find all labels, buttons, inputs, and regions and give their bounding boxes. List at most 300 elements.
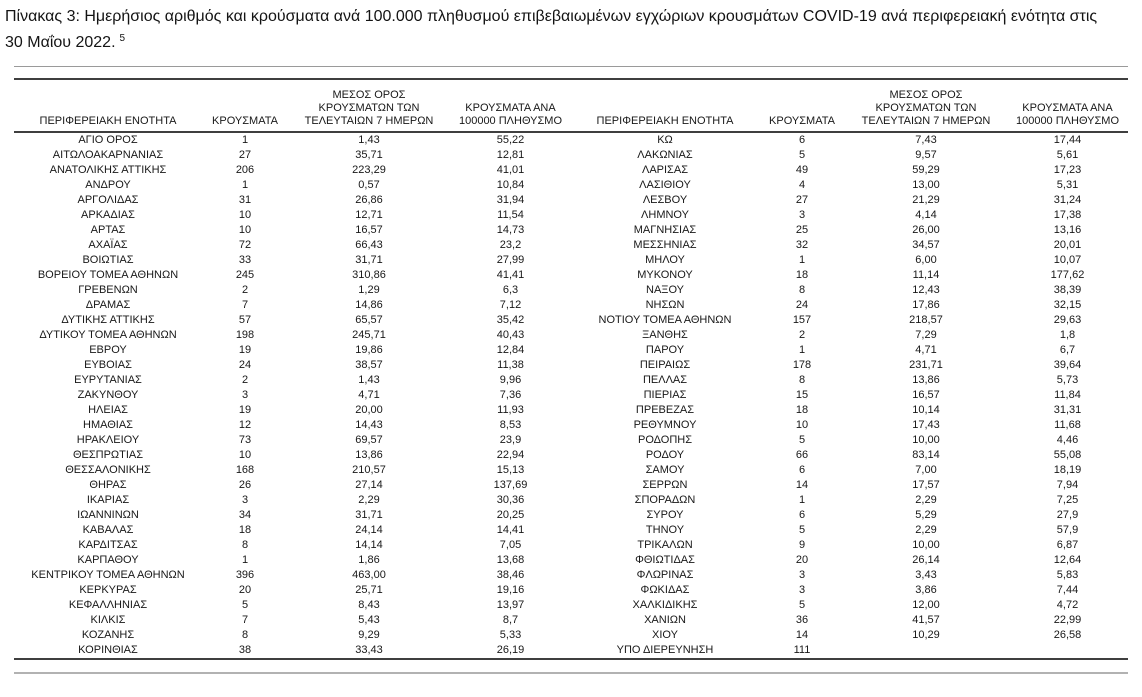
right-cases-cell: 6 [798,464,806,476]
left-per100k-cell: 31,94 [496,194,525,206]
left-region-cell: ΚΑΒΑΛΑΣ [82,524,134,536]
left-region-cell: ΑΝΔΡΟΥ [85,179,131,191]
left-region-cell: ΚΕΡΚΥΡΑΣ [79,584,137,596]
left-per100k-header: ΚΡΟΥΣΜΑΤΑ ΑΝΑ 100000 ΠΛΗΘΥΣΜΟ [450,79,571,132]
left-cases-cell: 24 [238,359,252,371]
left-avg7-cell: 69,57 [355,434,383,446]
table-row [14,433,1128,448]
right-region-cell: ΣΑΜΟΥ [645,464,685,476]
left-per100k-cell: 10,84 [496,179,525,191]
table-row [14,343,1128,358]
right-region-cell: ΠΙΕΡΙΑΣ [643,389,687,401]
table-caption-text: Πίνακας 3: Ημερήσιος αριθμός και κρούσματα ανά 100.000 πληθυσμού επιβεβαιωμένων εγχώριων κρουσμάτων COVID-19 ανά περιφερειακή ενότητα στις 30 Μαΐου 2022. [5,8,1098,51]
right-cases-cell: 1 [798,494,806,506]
right-avg7-header: ΜΕΣΟΣ ΟΡΟΣ ΚΡΟΥΣΜΑΤΩΝ ΤΩΝ ΤΕΛΕΥΤΑΙΩΝ 7 ΗΜΕΡΩΝ [845,79,1007,132]
left-avg7-cell: 31,71 [355,254,383,266]
right-per100k-cell: 17,44 [1053,134,1082,146]
right-cases-cell: 9 [798,539,806,551]
left-avg7-cell: 8,43 [358,599,380,611]
right-per100k-cell: 10,07 [1053,254,1082,266]
right-region-cell: ΡΟΔΟΥ [645,449,685,461]
left-avg7-cell: 20,00 [355,404,383,416]
left-per100k-cell: 14,41 [496,524,525,536]
table-row [14,178,1128,193]
left-region-header: ΠΕΡΙΦΕΡΕΙΑΚΗ ΕΝΟΤΗΤΑ [14,79,202,132]
right-per100k-cell: 55,08 [1053,449,1082,461]
left-avg7-cell: 4,71 [358,389,380,401]
right-cases-cell: 157 [792,314,812,326]
left-avg7-cell: 13,86 [355,449,383,461]
left-region-cell: ΑΧΑΪΑΣ [88,239,128,251]
right-per100k-cell: 1,8 [1059,329,1076,341]
left-avg7-cell: 31,71 [355,509,383,521]
left-per100k-cell: 12,81 [496,149,525,161]
table-row [14,208,1128,223]
table-row [14,373,1128,388]
right-cases-cell: 15 [795,389,809,401]
left-region-cell: ΑΝΑΤΟΛΙΚΗΣ ΑΤΤΙΚΗΣ [49,164,167,176]
left-per100k-cell: 19,16 [496,584,525,596]
left-cases-cell: 73 [238,434,252,446]
right-cases-cell: 18 [795,269,809,281]
left-region-cell: ΑΓΙΟ ΟΡΟΣ [78,134,138,146]
right-region-cell: ΛΑΚΩΝΙΑΣ [637,149,693,161]
left-per100k-cell: 40,43 [496,329,525,341]
table-row [14,328,1128,343]
right-avg7-cell: 10,00 [912,434,940,446]
left-avg7-cell: 1,43 [358,134,380,146]
left-per100k-cell: 22,94 [496,449,525,461]
left-avg7-cell: 5,43 [358,614,380,626]
table-row [14,538,1128,553]
right-per100k-cell: 11,68 [1054,419,1081,431]
left-per100k-cell: 137,69 [493,479,528,491]
left-avg7-cell: 16,57 [355,224,383,236]
left-region-cell: ΓΡΕΒΕΝΩΝ [78,284,138,296]
left-cases-cell: 3 [241,494,249,506]
left-avg7-cell: 0,57 [358,179,380,191]
right-cases-cell: 14 [795,479,809,491]
right-region-header: ΠΕΡΙΦΕΡΕΙΑΚΗ ΕΝΟΤΗΤΑ [571,79,759,132]
right-per100k-cell: 22,99 [1053,614,1082,626]
right-avg7-cell: 17,86 [912,299,940,311]
table-row [14,283,1128,298]
left-avg7-cell: 223,29 [352,164,386,176]
left-region-cell: ΘΕΣΠΡΩΤΙΑΣ [72,449,144,461]
right-avg7-cell: 4,71 [915,344,937,356]
right-per100k-header: ΚΡΟΥΣΜΑΤΑ ΑΝΑ 100000 ΠΛΗΘΥΣΜΟ [1007,79,1128,132]
left-avg7-cell: 14,86 [355,299,383,311]
right-region-cell: ΤΡΙΚΑΛΩΝ [637,539,693,551]
right-avg7-cell: 12,43 [912,284,940,296]
left-avg7-cell: 1,43 [358,374,380,386]
right-avg7-cell: 2,29 [915,524,937,536]
left-region-cell: ΖΑΚΥΝΘΟΥ [77,389,139,401]
right-cases-cell: 49 [795,164,809,176]
right-avg7-cell: 17,57 [912,479,940,491]
left-region-cell: ΚΟΖΑΝΗΣ [81,629,135,641]
left-per100k-cell: 6,3 [502,284,519,296]
left-avg7-cell: 2,29 [358,494,380,506]
left-cases-cell: 396 [235,569,255,581]
table-row [14,613,1128,628]
right-avg7-cell: 34,57 [912,239,940,251]
left-avg7-cell: 1,86 [358,554,380,566]
table-row [14,553,1128,568]
table-row [14,388,1128,403]
left-cases-header: ΚΡΟΥΣΜΑΤΑ [202,79,288,132]
left-region-cell: ΕΒΡΟΥ [89,344,127,356]
left-per100k-cell: 5,33 [499,629,522,641]
right-per100k-cell: 18,19 [1053,464,1082,476]
right-cases-header: ΚΡΟΥΣΜΑΤΑ [759,79,845,132]
left-avg7-cell: 12,71 [355,209,383,221]
right-per100k-cell: 12,64 [1053,554,1082,566]
left-cases-cell: 1 [241,179,249,191]
left-region-cell: ΙΩΑΝΝΙΝΩΝ [77,509,139,521]
right-avg7-cell: 2,29 [915,494,937,506]
table-row [14,463,1128,478]
right-avg7-cell: 9,57 [915,149,937,161]
right-per100k-cell: 31,31 [1053,404,1082,416]
right-avg7-cell: 7,43 [915,134,937,146]
right-per100k-cell: 39,64 [1053,359,1082,371]
left-region-cell: ΔΡΑΜΑΣ [85,299,131,311]
left-cases-cell: 38 [238,644,252,656]
left-cases-cell: 1 [241,554,249,566]
left-region-cell: ΑΡΤΑΣ [90,224,126,236]
table-row [14,403,1128,418]
right-cases-cell: 5 [798,599,806,611]
table-row [14,568,1128,583]
right-avg7-cell: 10,00 [912,539,940,551]
top-divider-line [14,66,1128,67]
right-cases-cell: 5 [798,524,806,536]
table-row [14,448,1128,463]
right-per100k-cell: 13,16 [1053,224,1082,236]
left-cases-cell: 206 [235,164,255,176]
right-region-cell: ΣΥΡΟΥ [646,509,684,521]
right-region-cell: ΝΑΞΟΥ [646,284,684,296]
left-cases-cell: 245 [235,269,255,281]
table-row [14,598,1128,613]
table-body [14,132,1128,659]
right-region-cell: ΠΕΙΡΑΙΩΣ [639,359,691,371]
right-cases-cell: 4 [798,179,806,191]
right-avg7-cell: 41,57 [912,614,940,626]
left-avg7-cell: 310,86 [352,269,386,281]
right-cases-cell: 8 [798,374,806,386]
left-per100k-cell: 23,2 [499,239,522,251]
left-cases-cell: 34 [238,509,252,521]
left-avg7-cell: 65,57 [355,314,383,326]
right-cases-cell: 6 [798,134,806,146]
left-cases-cell: 20 [238,584,252,596]
left-per100k-cell: 8,7 [502,614,519,626]
left-per100k-cell: 41,01 [496,164,525,176]
table-row [14,298,1128,313]
left-region-cell: ΒΟΙΩΤΙΑΣ [82,254,134,266]
right-region-cell: ΠΑΡΟΥ [645,344,685,356]
covid-cases-table [14,78,1128,660]
header-row [14,79,1128,132]
table-row [14,418,1128,433]
table-row [14,493,1128,508]
right-region-cell: ΛΑΣΙΘΙΟΥ [639,179,691,191]
left-per100k-cell: 11,93 [497,404,524,416]
right-region-cell: ΡΕΘΥΜΝΟΥ [633,419,697,431]
left-region-cell: ΗΜΑΘΙΑΣ [83,419,133,431]
left-per100k-cell: 7,05 [499,539,522,551]
left-avg7-cell: 9,29 [358,629,380,641]
left-cases-cell: 72 [238,239,252,251]
right-per100k-cell: 5,61 [1056,149,1079,161]
right-avg7-cell: 4,14 [915,209,937,221]
left-per100k-cell: 14,73 [496,224,525,236]
left-per100k-cell: 11,54 [497,209,524,221]
left-cases-cell: 198 [235,329,255,341]
left-per100k-cell: 7,12 [499,299,522,311]
left-cases-cell: 2 [241,374,249,386]
right-per100k-cell: 31,24 [1053,194,1082,206]
right-avg7-cell: 59,29 [912,164,940,176]
left-per100k-cell: 11,38 [497,359,524,371]
left-avg7-cell: 463,00 [352,569,386,581]
table-row [14,238,1128,253]
left-per100k-cell: 12,84 [496,344,525,356]
table-row [14,583,1128,598]
right-per100k-cell: 5,73 [1056,374,1079,386]
right-region-cell: ΠΡΕΒΕΖΑΣ [635,404,695,416]
left-per100k-cell: 15,13 [496,464,525,476]
right-per100k-cell: 17,38 [1053,209,1082,221]
right-avg7-cell: 218,57 [909,314,943,326]
left-region-cell: ΔΥΤΙΚΟΥ ΤΟΜΕΑ ΑΘΗΝΩΝ [39,329,177,341]
left-region-cell: ΘΗΡΑΣ [89,479,127,491]
right-region-cell: ΠΕΛΛΑΣ [642,374,688,386]
left-region-cell: ΑΡΚΑΔΙΑΣ [81,209,135,221]
right-per100k-cell: 26,58 [1053,629,1082,641]
right-avg7-cell: 16,57 [912,389,940,401]
left-region-cell: ΚΑΡΔΙΤΣΑΣ [78,539,138,551]
right-per100k-cell [1007,643,1128,659]
left-region-cell: ΚΕΝΤΡΙΚΟΥ ΤΟΜΕΑ ΑΘΗΝΩΝ [31,569,185,581]
right-avg7-cell: 21,29 [912,194,940,206]
right-per100k-cell: 4,72 [1056,599,1079,611]
table-row [14,253,1128,268]
right-region-cell: ΛΕΣΒΟΥ [642,194,688,206]
left-per100k-cell: 35,42 [496,314,525,326]
right-per100k-cell: 177,62 [1050,269,1085,281]
right-avg7-cell [845,643,1007,659]
right-region-cell: ΜΕΣΣΗΝΙΑΣ [633,239,697,251]
right-avg7-cell: 3,43 [915,569,937,581]
right-region-cell: ΧΑΝΙΩΝ [644,614,686,626]
left-region-cell: ΚΑΡΠΑΘΟΥ [77,554,139,566]
right-region-cell: ΛΑΡΙΣΑΣ [641,164,688,176]
left-cases-cell: 12 [238,419,252,431]
right-per100k-cell: 32,15 [1053,299,1082,311]
right-avg7-cell: 5,29 [915,509,937,521]
left-per100k-cell: 13,97 [496,599,525,611]
right-avg7-cell: 26,14 [912,554,940,566]
right-cases-cell: 66 [795,449,809,461]
right-cases-cell: 10 [795,419,809,431]
right-avg7-cell: 12,00 [912,599,940,611]
right-per100k-cell: 27,9 [1056,509,1079,521]
right-per100k-cell: 5,83 [1056,569,1079,581]
left-cases-cell: 18 [238,524,252,536]
footnote-reference: 5 [119,32,126,44]
left-cases-cell: 19 [238,344,252,356]
left-cases-cell: 27 [238,149,252,161]
right-cases-cell: 178 [792,359,812,371]
right-region-cell: ΣΠΟΡΑΔΩΝ [634,494,696,506]
left-cases-cell: 10 [238,224,252,236]
right-avg7-cell: 10,29 [912,629,940,641]
left-per100k-cell: 23,9 [499,434,522,446]
right-per100k-cell: 57,9 [1056,524,1079,536]
left-region-cell: ΑΙΤΩΛΟΑΚΑΡΝΑΝΙΑΣ [52,149,164,161]
right-avg7-cell: 11,14 [912,269,940,281]
right-cases-cell: 5 [798,434,806,446]
left-cases-cell: 7 [241,614,249,626]
left-region-cell: ΕΥΡΥΤΑΝΙΑΣ [74,374,142,386]
left-per100k-cell: 27,99 [496,254,525,266]
right-per100k-cell: 38,39 [1053,284,1082,296]
right-region-cell: ΡΟΔΟΠΗΣ [637,434,693,446]
right-cases-cell: 24 [795,299,809,311]
right-region-cell: ΝΟΤΙΟΥ ΤΟΜΕΑ ΑΘΗΝΩΝ [598,314,732,326]
left-avg7-header: ΜΕΣΟΣ ΟΡΟΣ ΚΡΟΥΣΜΑΤΩΝ ΤΩΝ ΤΕΛΕΥΤΑΙΩΝ 7 ΗΜΕΡΩΝ [288,79,450,132]
left-cases-cell: 7 [241,299,249,311]
right-cases-cell: 3 [798,584,806,596]
right-cases-cell: 8 [798,284,806,296]
table-row [14,193,1128,208]
left-avg7-cell: 14,43 [355,419,383,431]
right-cases-cell: 3 [798,209,806,221]
bottom-divider-line [14,672,1128,674]
left-cases-cell: 26 [238,479,252,491]
right-per100k-cell: 7,94 [1056,479,1079,491]
left-region-cell: ΒΟΡΕΙΟΥ ΤΟΜΕΑ ΑΘΗΝΩΝ [37,269,179,281]
table-caption [5,4,1115,56]
right-region-cell: ΜΑΓΝΗΣΙΑΣ [633,224,697,236]
left-region-cell: ΔΥΤΙΚΗΣ ΑΤΤΙΚΗΣ [61,314,155,326]
left-region-cell: ΚΕΦΑΛΛΗΝΙΑΣ [68,599,148,611]
left-cases-cell: 19 [238,404,252,416]
left-region-cell: ΙΚΑΡΙΑΣ [86,494,130,506]
right-avg7-cell: 13,86 [912,374,940,386]
left-avg7-cell: 19,86 [355,344,383,356]
right-cases-cell: 36 [795,614,809,626]
table-row [14,268,1128,283]
right-avg7-cell: 83,14 [912,449,940,461]
right-cases-cell: 14 [795,629,809,641]
right-region-cell: ΞΑΝΘΗΣ [642,329,688,341]
table-row [14,148,1128,163]
table-row [14,358,1128,373]
left-avg7-cell: 33,43 [355,644,383,656]
right-cases-cell: 1 [798,344,806,356]
right-cases-cell: 32 [795,239,809,251]
right-per100k-cell: 11,84 [1054,389,1081,401]
right-cases-cell: 3 [798,569,806,581]
right-avg7-cell: 3,86 [915,584,937,596]
left-cases-cell: 168 [235,464,255,476]
right-avg7-cell: 26,00 [912,224,940,236]
left-avg7-cell: 24,14 [355,524,383,536]
right-region-cell: ΛΗΜΝΟΥ [641,209,689,221]
table-row [14,523,1128,538]
right-avg7-cell: 231,71 [909,359,943,371]
right-cases-cell: 1 [798,254,806,266]
table-row [14,643,1128,659]
right-region-cell: ΣΕΡΡΩΝ [642,479,688,491]
left-per100k-cell: 30,36 [496,494,525,506]
left-cases-cell: 5 [241,599,249,611]
left-region-cell: ΑΡΓΟΛΙΔΑΣ [77,194,139,206]
left-per100k-cell: 26,19 [496,644,525,656]
right-region-cell: ΧΑΛΚΙΔΙΚΗΣ [632,599,698,611]
left-avg7-cell: 210,57 [352,464,386,476]
left-per100k-cell: 41,41 [496,269,525,281]
right-avg7-cell: 6,00 [915,254,937,266]
right-region-cell: ΤΗΝΟΥ [645,524,685,536]
right-avg7-cell: 7,00 [915,464,937,476]
right-per100k-cell: 29,63 [1053,314,1082,326]
left-per100k-cell: 20,25 [496,509,525,521]
right-per100k-cell: 17,23 [1053,164,1082,176]
right-per100k-cell: 7,25 [1056,494,1079,506]
left-cases-cell: 10 [238,209,252,221]
right-per100k-cell: 5,31 [1056,179,1079,191]
right-avg7-cell: 10,14 [912,404,940,416]
left-avg7-cell: 38,57 [355,359,383,371]
left-avg7-cell: 245,71 [352,329,386,341]
right-region-cell: ΦΩΚΙΔΑΣ [640,584,690,596]
left-avg7-cell: 25,71 [355,584,383,596]
left-region-cell: ΚΟΡΙΝΘΙΑΣ [78,644,138,656]
right-region-cell: ΥΠΟ ΔΙΕΡΕΥΝΗΣΗ [616,644,714,656]
right-region-cell: ΦΘΙΩΤΙΔΑΣ [635,554,695,566]
left-per100k-cell: 55,22 [496,134,525,146]
table-header [14,79,1128,132]
right-cases-cell: 27 [795,194,809,206]
left-avg7-cell: 14,14 [355,539,383,551]
left-cases-cell: 3 [241,389,249,401]
right-region-cell: ΝΗΣΩΝ [645,299,685,311]
right-per100k-cell: 7,44 [1056,584,1079,596]
left-per100k-cell: 7,36 [499,389,522,401]
right-cases-cell: 5 [798,149,806,161]
right-avg7-cell: 13,00 [912,179,940,191]
table-row [14,132,1128,148]
left-cases-cell: 10 [238,449,252,461]
right-per100k-cell: 4,46 [1056,434,1079,446]
left-avg7-cell: 35,71 [355,149,383,161]
right-per100k-cell: 6,87 [1056,539,1079,551]
left-region-cell: ΗΛΕΙΑΣ [88,404,128,416]
left-per100k-cell: 8,53 [499,419,522,431]
table-row [14,313,1128,328]
right-per100k-cell: 20,01 [1053,239,1082,251]
left-avg7-cell: 26,86 [355,194,383,206]
right-per100k-cell: 6,7 [1059,344,1076,356]
right-cases-cell: 18 [795,404,809,416]
left-avg7-cell: 27,14 [355,479,383,491]
table-row [14,478,1128,493]
